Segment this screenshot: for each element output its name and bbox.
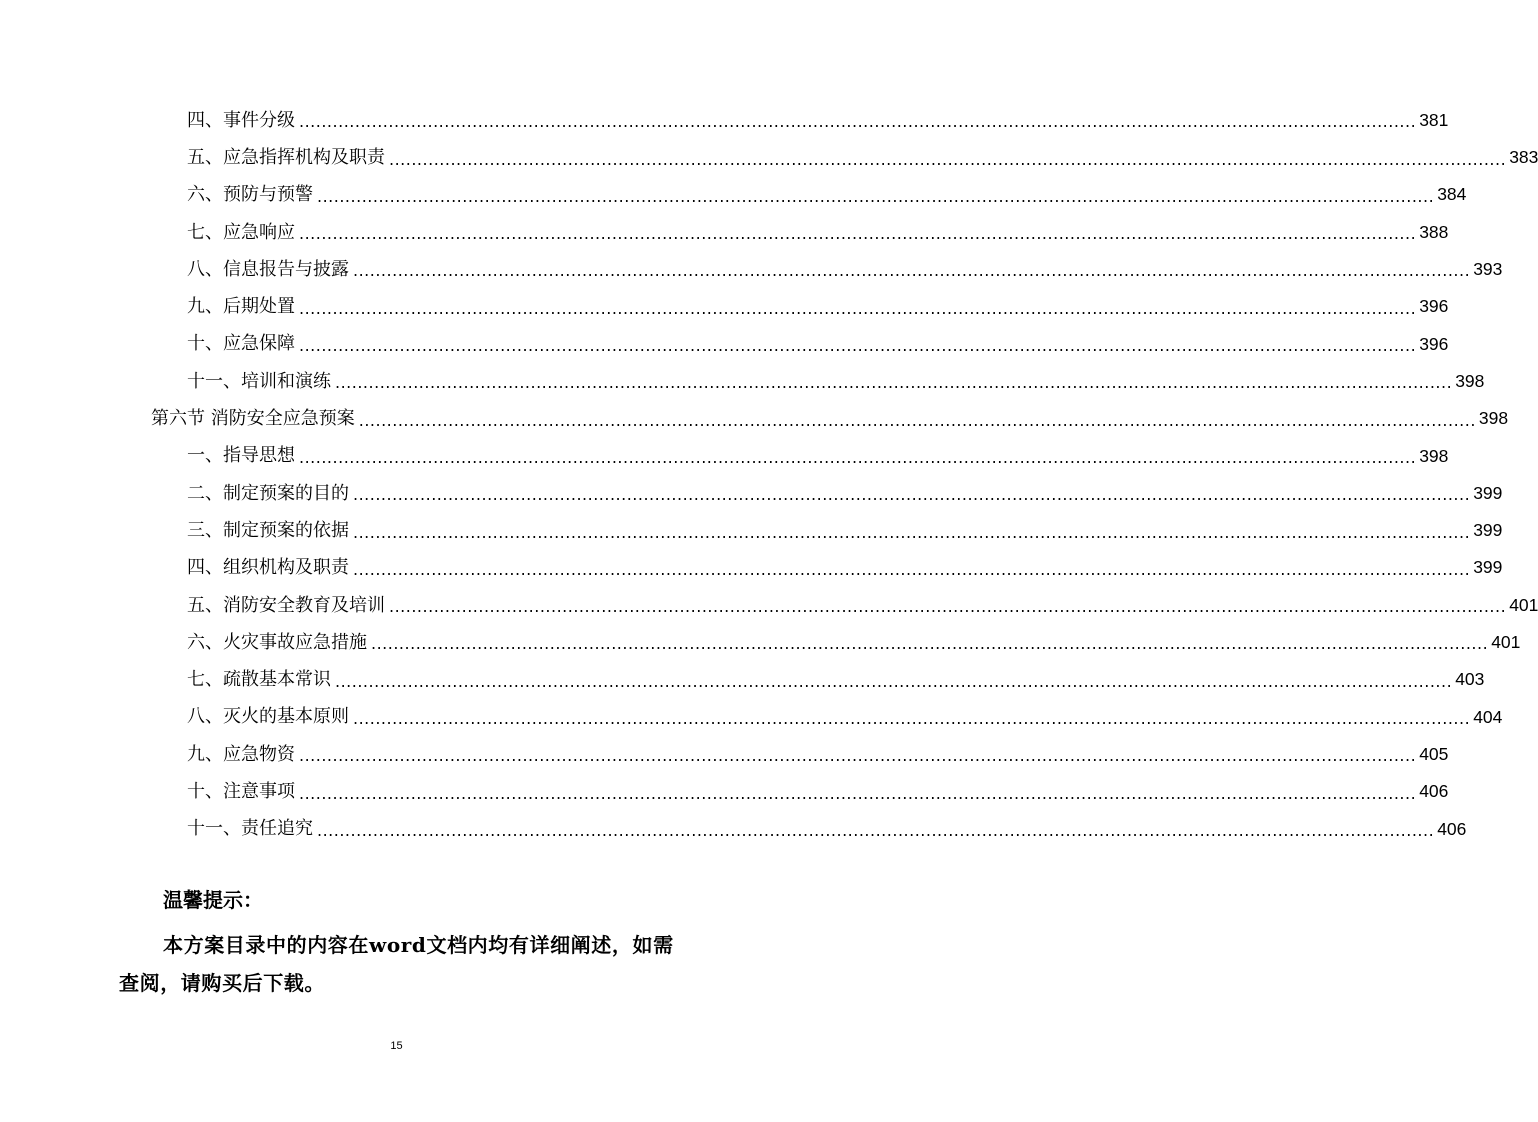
toc-entry[interactable] xyxy=(0,288,1449,325)
toc-entry-page: 406 xyxy=(1419,781,1449,802)
toc-entry-page: 399 xyxy=(1473,482,1503,503)
toc-entry-title: 三、制定预案的依据 xyxy=(187,519,349,541)
toc-entry-title: 五、应急指挥机构及职责 xyxy=(187,146,385,168)
toc-dot-leader: ........................................................................................................................................................................................................ xyxy=(317,186,1435,206)
toc-entry[interactable] xyxy=(0,438,1449,475)
toc-dot-leader: ........................................................................................................................................................................................................ xyxy=(335,671,1453,691)
toc-dot-leader: ........................................................................................................................................................................................................ xyxy=(358,410,1476,430)
table-of-contents xyxy=(0,102,1538,848)
toc-entry-title: 七、疏散基本常识 xyxy=(187,669,331,691)
toc-entry-page: 396 xyxy=(1419,333,1449,354)
toc-entry-page: 406 xyxy=(1437,818,1467,839)
toc-entry-title: 九、应急物资 xyxy=(187,743,295,765)
toc-entry-page: 405 xyxy=(1419,743,1449,764)
toc-entry[interactable] xyxy=(0,512,1503,549)
toc-entry[interactable] xyxy=(0,624,1521,661)
reminder-text: 本方案目录中的内容在word文档内均有详细阐述，如需查阅，请购买后下载。 xyxy=(119,933,674,995)
toc-entry[interactable] xyxy=(0,475,1503,512)
toc-entry[interactable] xyxy=(0,773,1449,810)
toc-entry-title: 九、后期处置 xyxy=(187,296,295,318)
toc-entry-title: 六、火灾事故应急措施 xyxy=(187,631,367,653)
toc-entry-title: 十、注意事项 xyxy=(187,780,295,802)
toc-entry[interactable] xyxy=(0,736,1449,773)
toc-entry[interactable] xyxy=(0,699,1503,736)
toc-dot-leader: ........................................................................................................................................................................................................ xyxy=(353,559,1471,579)
toc-dot-leader: ........................................................................................................................................................................................................ xyxy=(299,336,1417,356)
toc-entry-page: 401 xyxy=(1509,594,1538,615)
toc-entry-title: 八、灭火的基本原则 xyxy=(187,706,349,728)
toc-entry-title: 第六节 消防安全应急预案 xyxy=(151,408,355,430)
toc-dot-leader: ........................................................................................................................................................................................................ xyxy=(389,597,1507,617)
toc-dot-leader: ........................................................................................................................................................................................................ xyxy=(299,112,1417,132)
toc-entry[interactable] xyxy=(0,102,1449,139)
toc-dot-leader: ........................................................................................................................................................................................................ xyxy=(299,447,1417,467)
toc-dot-leader: ........................................................................................................................................................................................................ xyxy=(299,746,1417,766)
toc-entry-page: 401 xyxy=(1491,632,1521,653)
page-number: 15 xyxy=(390,1040,403,1052)
toc-dot-leader: ........................................................................................................................................................................................................ xyxy=(299,224,1417,244)
toc-dot-leader: ........................................................................................................................................................................................................ xyxy=(371,634,1489,654)
toc-entry-title: 八、信息报告与披露 xyxy=(187,258,349,280)
toc-entry-page: 396 xyxy=(1419,296,1449,317)
toc-entry-title: 十一、培训和演练 xyxy=(187,370,331,392)
toc-entry[interactable] xyxy=(0,214,1449,251)
toc-entry-page: 383 xyxy=(1509,147,1538,168)
toc-entry[interactable] xyxy=(0,587,1538,624)
toc-entry-title: 七、应急响应 xyxy=(187,221,295,243)
toc-dot-leader: ........................................................................................................................................................................................................ xyxy=(299,783,1417,803)
toc-entry-title: 一、指导思想 xyxy=(187,445,295,467)
toc-dot-leader: ........................................................................................................................................................................................................ xyxy=(335,373,1453,393)
toc-dot-leader: ........................................................................................................................................................................................................ xyxy=(353,709,1471,729)
toc-entry[interactable] xyxy=(0,251,1503,288)
toc-entry[interactable] xyxy=(0,326,1449,363)
toc-entry-page: 399 xyxy=(1473,520,1503,541)
toc-entry-page: 399 xyxy=(1473,557,1503,578)
toc-entry-title: 二、制定预案的目的 xyxy=(187,482,349,504)
toc-entry-page: 384 xyxy=(1437,184,1467,205)
reminder-title: 温馨提示： xyxy=(163,888,263,912)
toc-entry-title: 四、组织机构及职责 xyxy=(187,557,349,579)
toc-entry[interactable] xyxy=(0,550,1503,587)
toc-entry-title: 六、预防与预警 xyxy=(187,184,313,206)
toc-dot-leader: ........................................................................................................................................................................................................ xyxy=(353,522,1471,542)
toc-entry-page: 398 xyxy=(1478,408,1509,429)
toc-entry[interactable] xyxy=(0,363,1485,400)
toc-entry-page: 388 xyxy=(1419,221,1449,242)
toc-entry-title: 十一、责任追究 xyxy=(187,818,313,840)
toc-entry-title: 五、消防安全教育及培训 xyxy=(187,594,385,616)
toc-entry-page: 398 xyxy=(1455,370,1485,391)
toc-entry[interactable] xyxy=(0,811,1467,848)
toc-dot-leader: ........................................................................................................................................................................................................ xyxy=(299,298,1417,318)
toc-dot-leader: ........................................................................................................................................................................................................ xyxy=(353,261,1471,281)
toc-entry-page: 403 xyxy=(1455,669,1485,690)
toc-entry-page: 398 xyxy=(1419,445,1449,466)
toc-entry[interactable] xyxy=(0,177,1467,214)
toc-entry-page: 381 xyxy=(1419,109,1449,130)
toc-entry[interactable] xyxy=(0,661,1485,698)
toc-dot-leader: ........................................................................................................................................................................................................ xyxy=(353,485,1471,505)
toc-dot-leader: ........................................................................................................................................................................................................ xyxy=(317,820,1435,840)
toc-entry[interactable] xyxy=(0,139,1538,176)
toc-dot-leader: ........................................................................................................................................................................................................ xyxy=(389,149,1507,169)
toc-entry-title: 四、事件分级 xyxy=(187,109,295,131)
toc-entry-title: 十、应急保障 xyxy=(187,333,295,355)
toc-entry-page: 393 xyxy=(1473,259,1503,280)
toc-entry-page: 404 xyxy=(1473,706,1503,727)
toc-section-entry[interactable] xyxy=(0,400,1509,437)
